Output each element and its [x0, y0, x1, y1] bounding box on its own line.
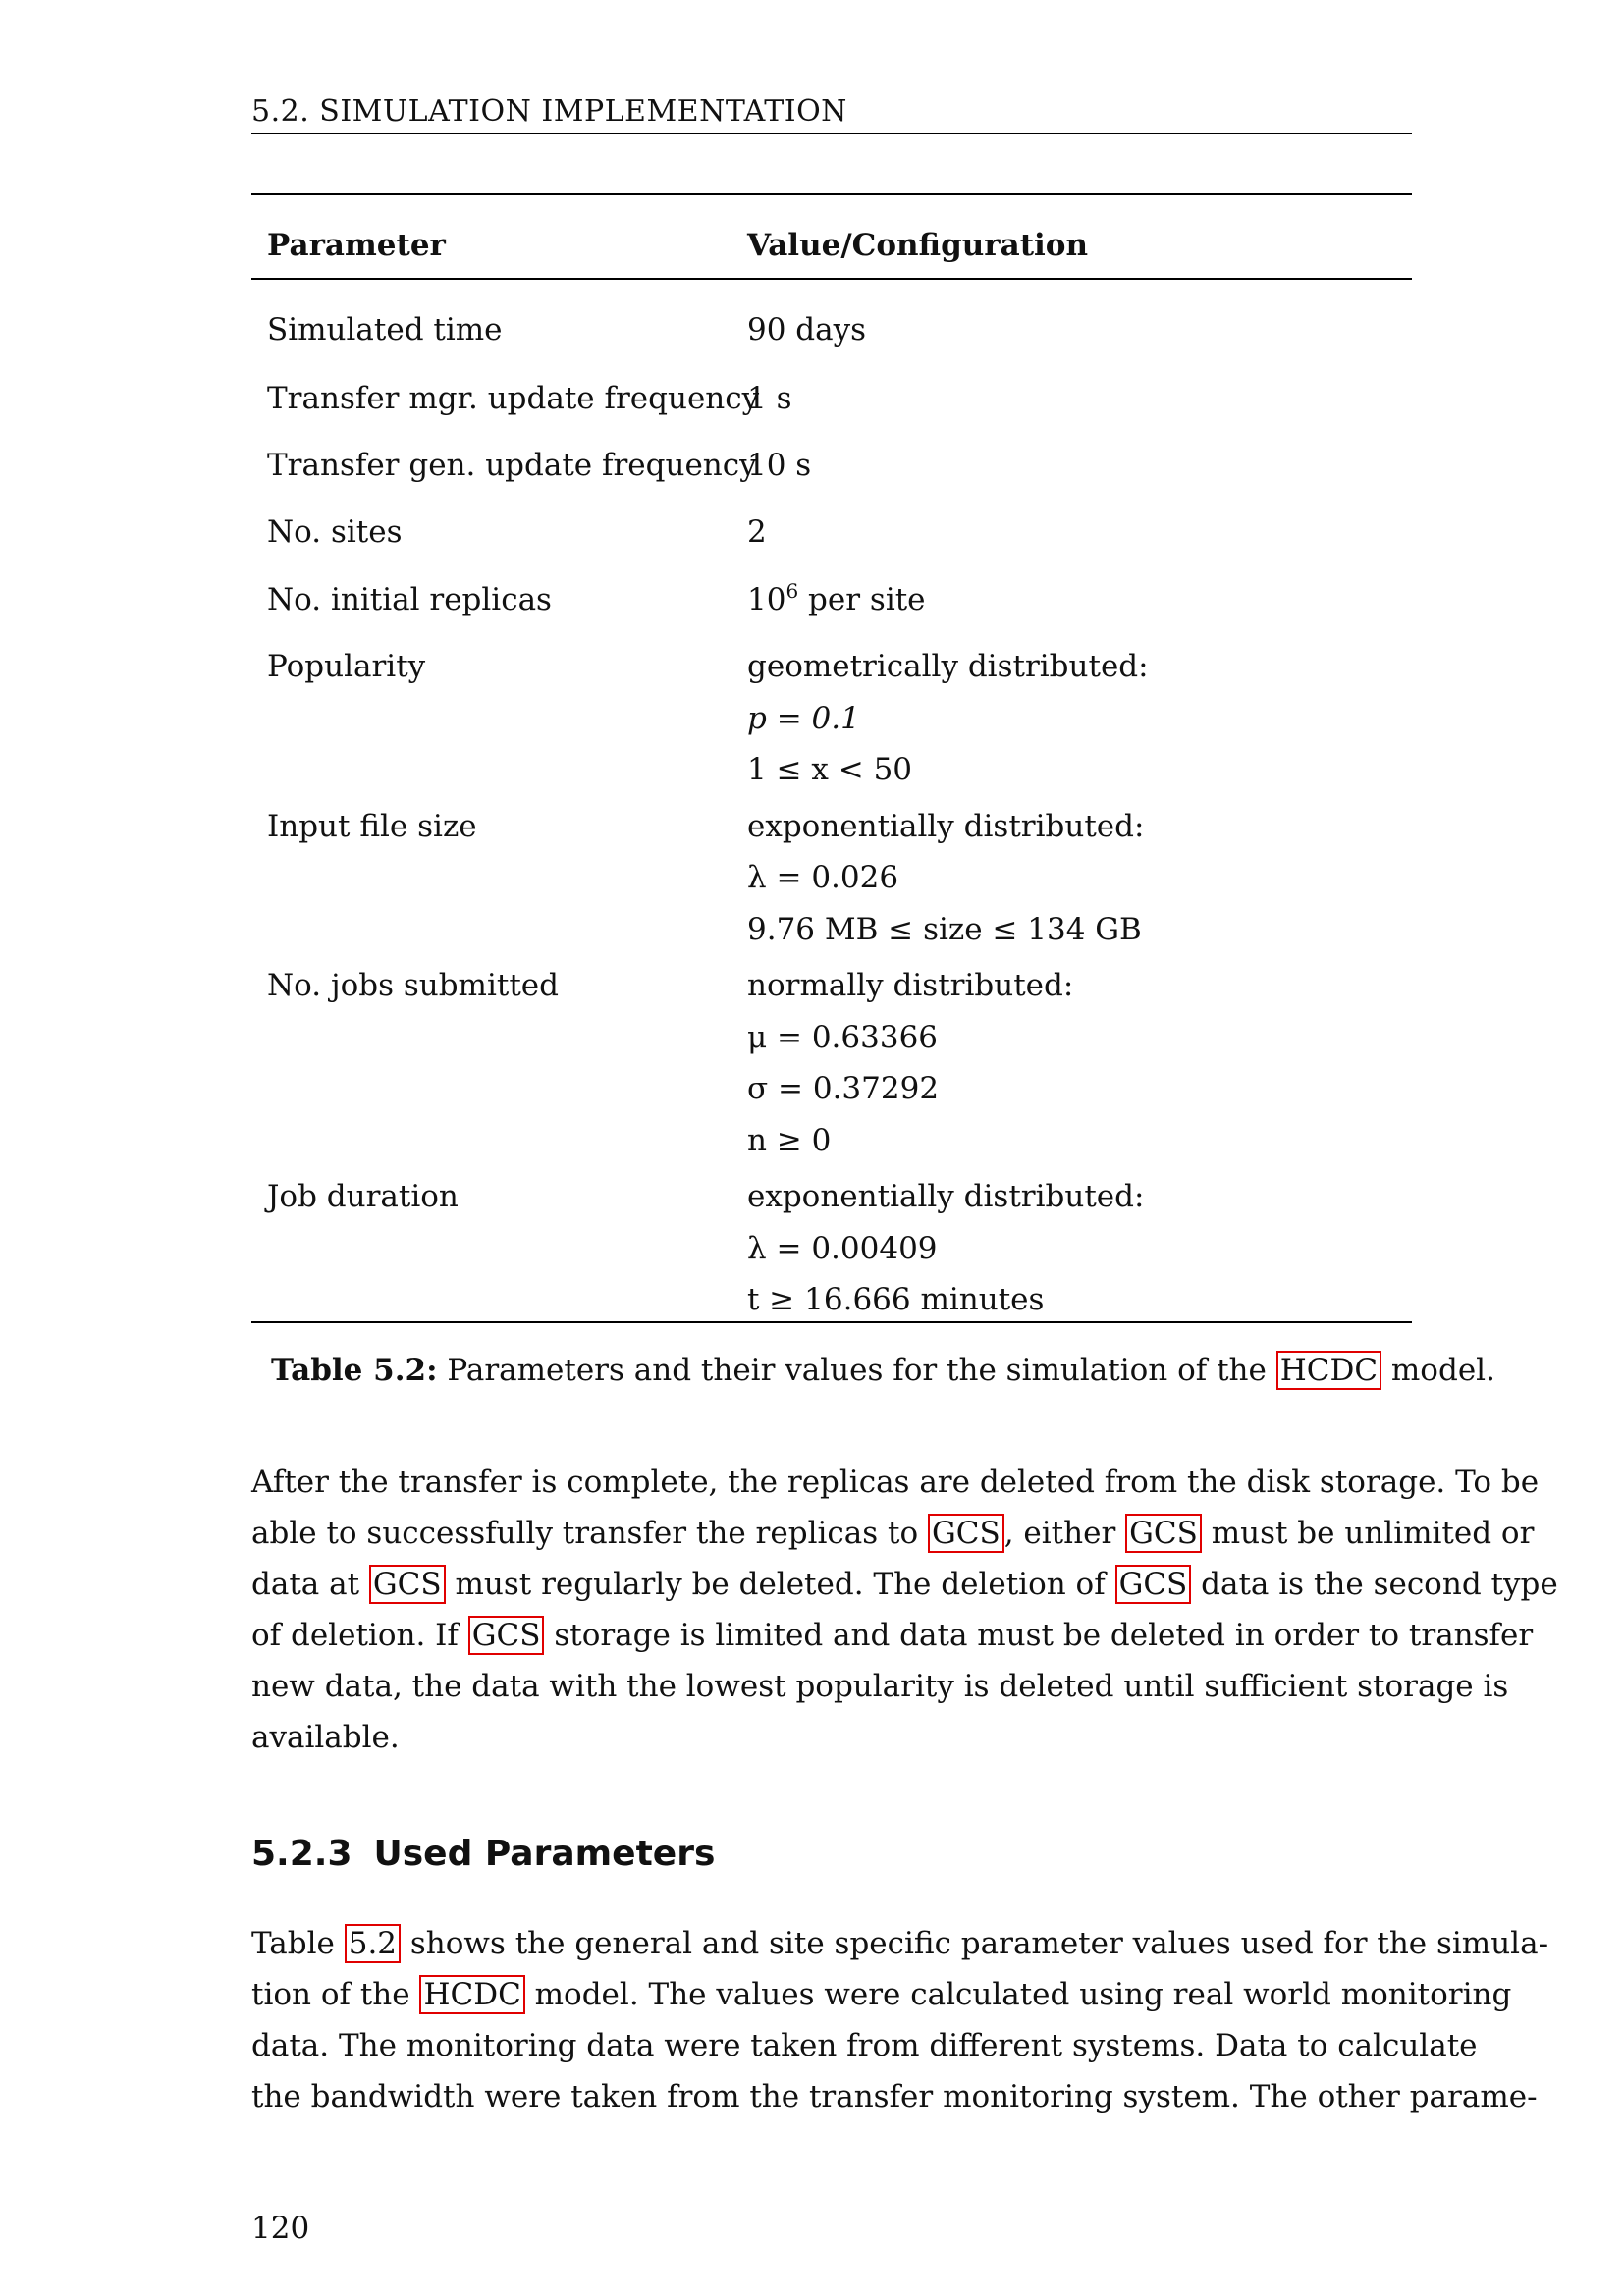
text-span: of deletion. If — [251, 1618, 468, 1653]
column-header-value: Value/Configuration — [747, 228, 1089, 263]
table-row-value: 1 ≤ x < 50 — [747, 752, 913, 787]
caption-text: Parameters and their values for the simulation of the — [437, 1353, 1276, 1388]
table-row-param: Job duration — [267, 1179, 459, 1214]
table-row-param: Simulated time — [267, 312, 503, 347]
acronym-link-gcs[interactable]: GCS — [369, 1565, 446, 1604]
acronym-link-gcs[interactable]: GCS — [468, 1616, 545, 1655]
text-span: shows the general and site specific parameter values used for the simula- — [401, 1926, 1549, 1961]
acronym-link-hcdc[interactable]: HCDC — [419, 1975, 524, 2014]
acronym-link-gcs[interactable]: GCS — [1115, 1565, 1192, 1604]
text-line: available. — [251, 1720, 400, 1755]
text-line — [251, 1610, 1534, 1661]
paragraph-deletion — [251, 1457, 1558, 1771]
table-row-value: geometrically distributed: — [747, 649, 1149, 684]
text-line — [251, 1969, 1512, 2020]
table-row-value: t ≥ 16.666 minutes — [747, 1282, 1045, 1317]
running-title: 5.2. SIMULATION IMPLEMENTATION — [251, 94, 847, 129]
table-row-value: p = 0.1 — [747, 701, 860, 736]
table-row-value: λ = 0.00409 — [747, 1231, 938, 1266]
table-row-value: λ = 0.026 — [747, 860, 899, 895]
text-span: must regularly be deleted. The deletion of — [445, 1567, 1115, 1602]
table-caption — [271, 1349, 1495, 1392]
text-line — [251, 1918, 1549, 1969]
text-span: tion of the — [251, 1977, 420, 2012]
paragraph-used-parameters — [251, 1918, 1549, 2126]
section-number: 5.2.3 — [251, 1834, 352, 1874]
table-row-param: Transfer gen. update frequency — [267, 448, 757, 483]
table-bottom-rule — [251, 1321, 1412, 1323]
table-row-param: No. jobs submitted — [267, 968, 559, 1003]
table-row-param: Popularity — [267, 649, 426, 684]
table-row-value: μ = 0.63366 — [747, 1020, 939, 1055]
replica-unit: per site — [798, 582, 926, 617]
section-heading — [251, 1834, 715, 1874]
text-span: data is the second type — [1191, 1567, 1558, 1602]
table-row-param: No. initial replicas — [267, 582, 552, 617]
acronym-link-gcs[interactable]: GCS — [1125, 1514, 1202, 1553]
table-row-value: 9.76 MB ≤ size ≤ 134 GB — [747, 912, 1142, 947]
table-row-value: n ≥ 0 — [747, 1123, 832, 1158]
text-span: must be unlimited or — [1201, 1516, 1535, 1551]
replica-exponent: 6 — [785, 579, 799, 603]
text-span: model. The values were calculated using real world monitoring — [524, 1977, 1512, 2012]
table-row-value: exponentially distributed: — [747, 809, 1145, 844]
table-header-rule — [251, 278, 1412, 280]
table-ref-link[interactable]: 5.2 — [345, 1924, 401, 1963]
text-line — [251, 1508, 1535, 1559]
text-line: data. The monitoring data were taken from different systems. Data to calculate — [251, 2028, 1478, 2063]
acronym-link-gcs[interactable]: GCS — [928, 1514, 1004, 1553]
text-span: Table — [251, 1926, 345, 1961]
table-row-param: Input file size — [267, 809, 477, 844]
table-row-param: Transfer mgr. update frequency — [267, 381, 760, 416]
table-row-value: 1 s — [747, 381, 792, 416]
page-number: 120 — [251, 2211, 310, 2246]
text-line: new data, the data with the lowest popularity is deleted until sufficient storage is — [251, 1669, 1509, 1704]
table-row-value: 10 s — [747, 448, 812, 483]
table-top-rule — [251, 193, 1412, 195]
text-span: data at — [251, 1567, 369, 1602]
text-span: , either — [1003, 1516, 1126, 1551]
table-row-value: 90 days — [747, 312, 867, 347]
text-line: After the transfer is complete, the replicas are deleted from the disk storage. To be — [251, 1465, 1540, 1500]
section-title: Used Parameters — [373, 1834, 716, 1874]
column-header-parameter: Parameter — [267, 228, 446, 263]
table-row-value: exponentially distributed: — [747, 1179, 1145, 1214]
text-line — [251, 1559, 1558, 1610]
running-header — [251, 94, 1412, 134]
caption-text-end: model. — [1381, 1353, 1495, 1388]
table-row-param: No. sites — [267, 514, 403, 550]
table-row-value — [747, 580, 926, 619]
replica-base: 10 — [747, 582, 786, 617]
table-row-value: 2 — [747, 514, 767, 550]
acronym-link-hcdc[interactable]: HCDC — [1276, 1351, 1381, 1390]
caption-label: Table 5.2: — [271, 1353, 438, 1388]
text-line: the bandwidth were taken from the transfer monitoring system. The other parame- — [251, 2079, 1538, 2114]
text-span: storage is limited and data must be deleted in order to transfer — [544, 1618, 1534, 1653]
text-span: able to successfully transfer the replicas to — [251, 1516, 928, 1551]
table-row-value: normally distributed: — [747, 968, 1074, 1003]
table-row-value: σ = 0.37292 — [747, 1071, 940, 1106]
